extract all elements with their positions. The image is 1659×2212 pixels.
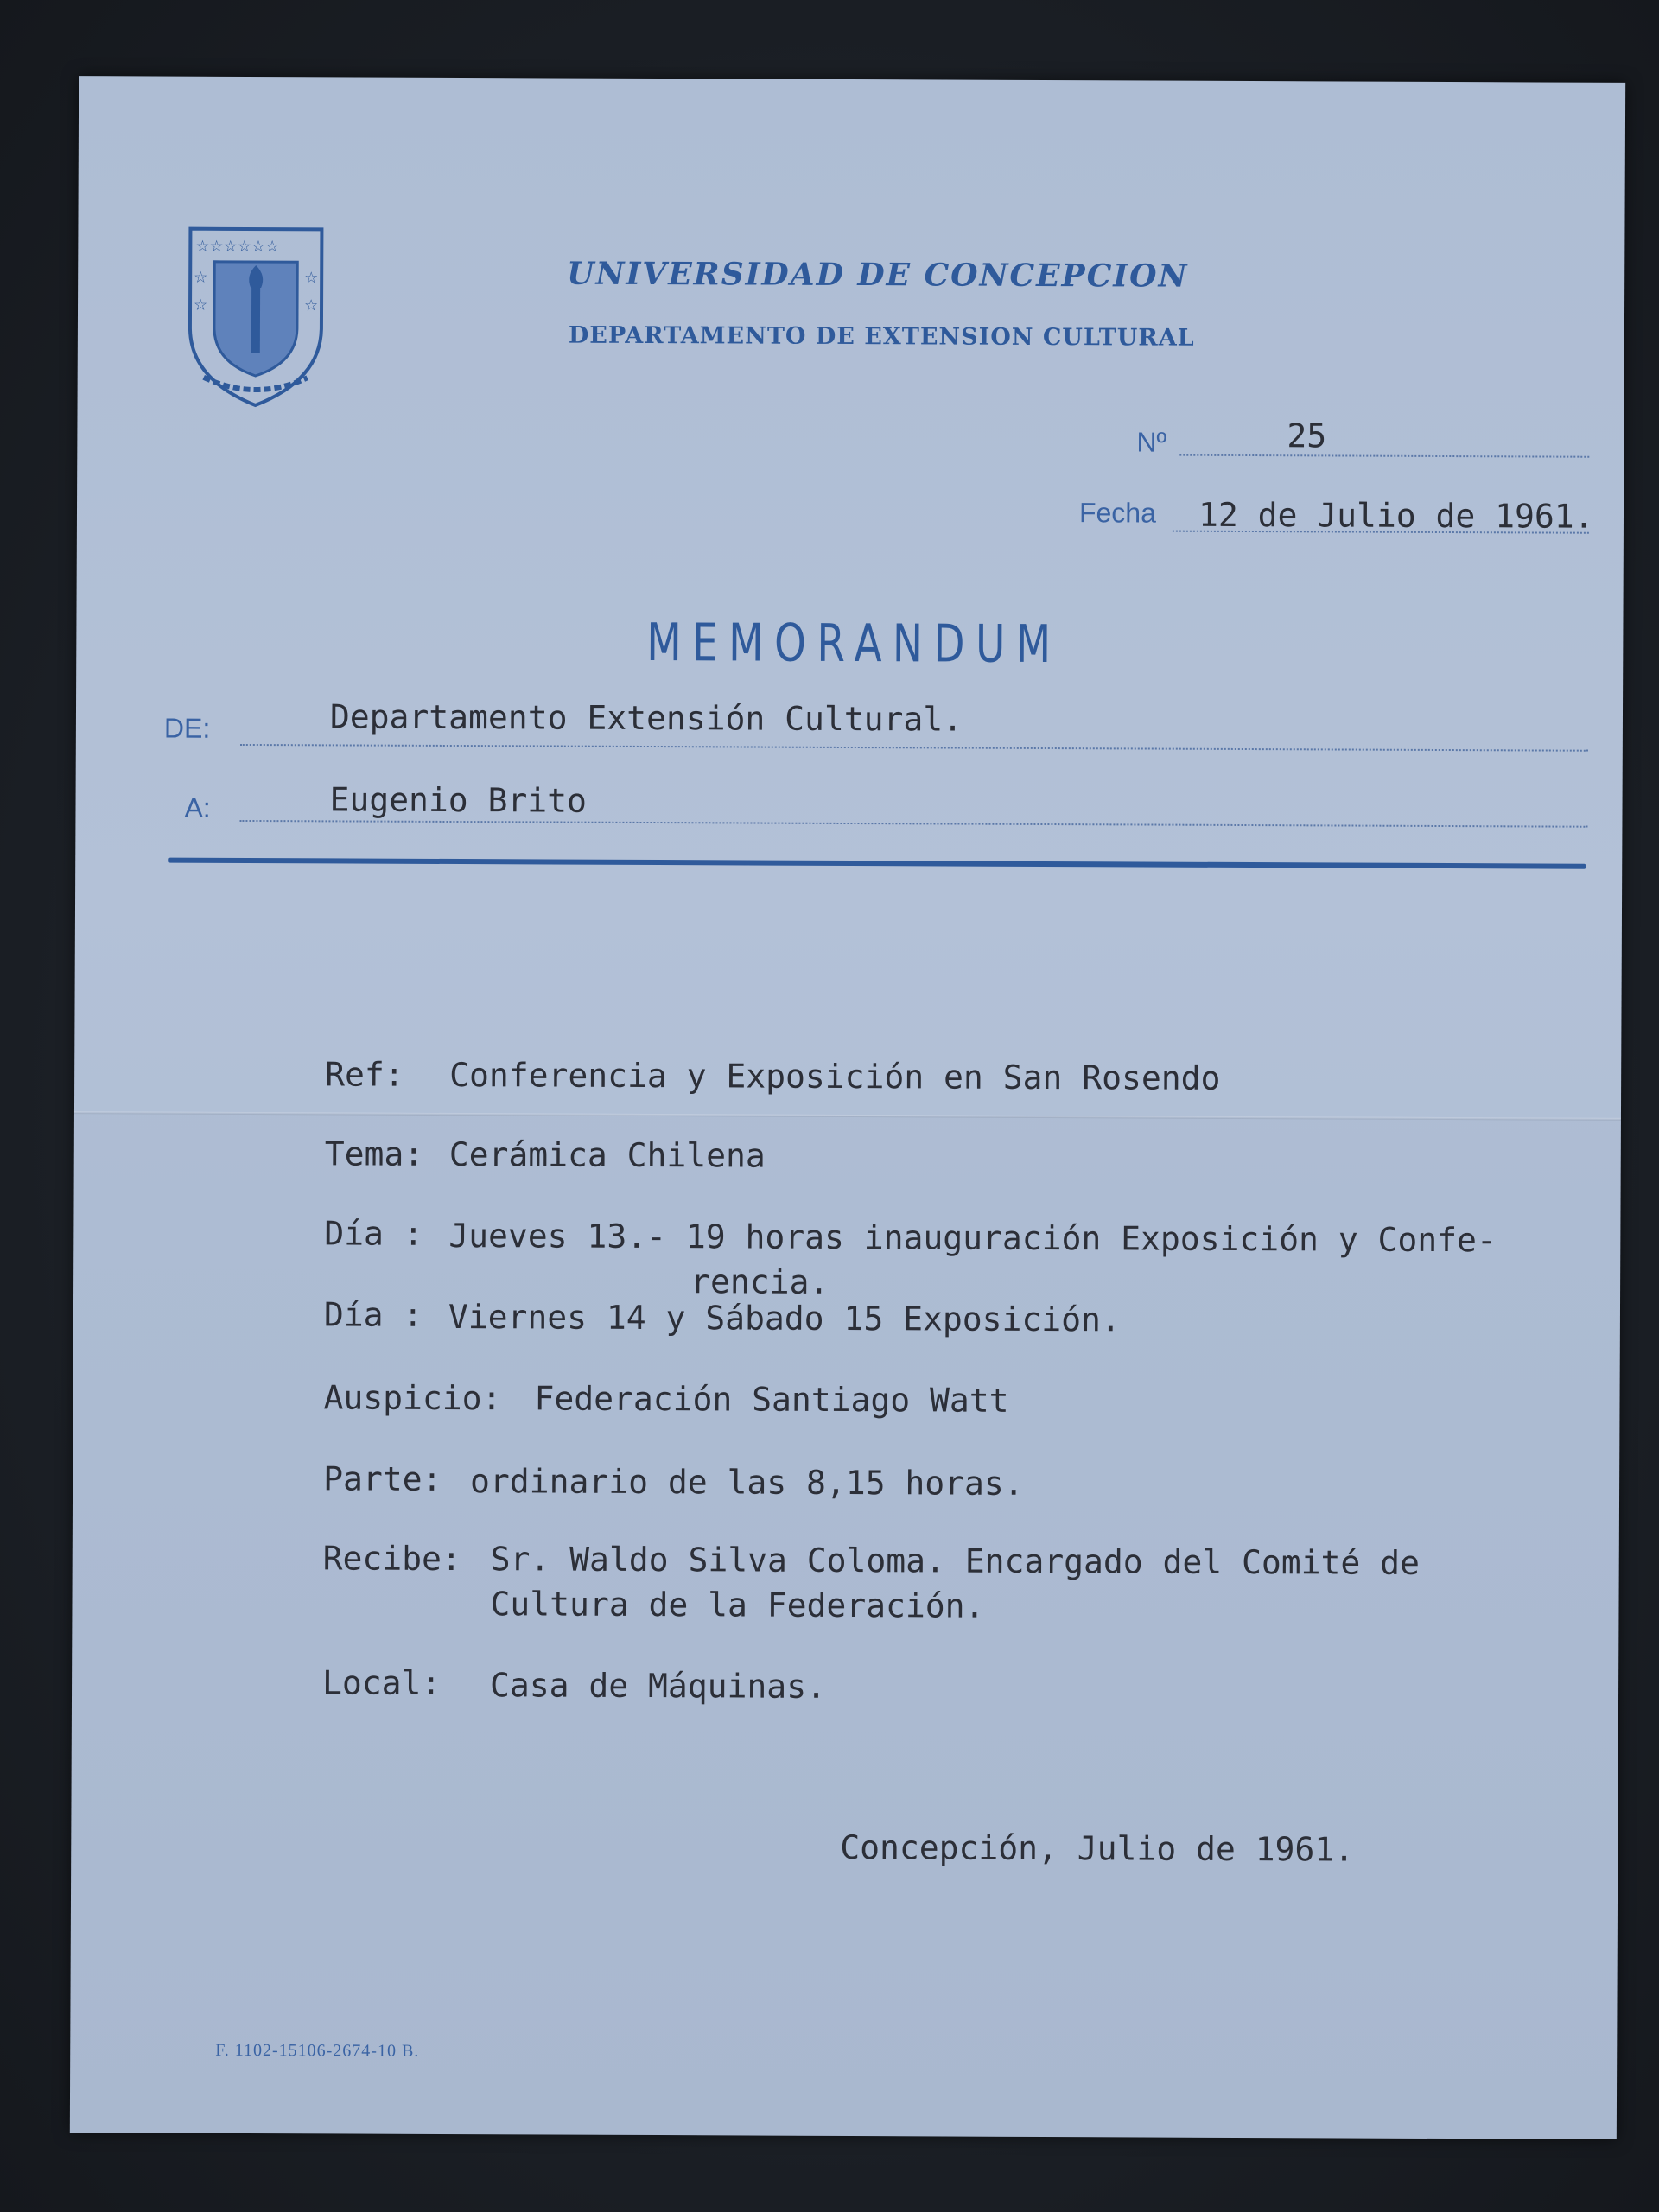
parte-value: ordinario de las 8,15 horas. bbox=[470, 1462, 1024, 1503]
dia-1-value-line2: rencia. bbox=[690, 1262, 830, 1301]
university-crest-icon bbox=[183, 224, 329, 411]
local-label: Local: bbox=[321, 1663, 442, 1702]
date-value: 12 de Julio de 1961. bbox=[1198, 495, 1594, 536]
recibe-value-line2: Cultura de la Federación. bbox=[490, 1585, 985, 1625]
memo-title: MEMORANDUM bbox=[646, 612, 1062, 676]
to-value: Eugenio Brito bbox=[329, 780, 588, 820]
from-value: Departamento Extensión Cultural. bbox=[329, 697, 963, 739]
number-label: Nº bbox=[1136, 426, 1167, 458]
tema-label: Tema: bbox=[324, 1135, 424, 1173]
header-divider-rule bbox=[168, 858, 1586, 869]
dia-2-value: Viernes 14 y Sábado 15 Exposición. bbox=[448, 1297, 1121, 1339]
form-code: F. 1102-15106-2674-10 B. bbox=[215, 2040, 420, 2061]
from-label: DE: bbox=[163, 712, 211, 744]
parte-label: Parte: bbox=[323, 1459, 442, 1498]
date-label: Fecha bbox=[1078, 497, 1157, 529]
university-name: UNIVERSIDAD DE CONCEPCION bbox=[567, 255, 1189, 295]
svg-text:☆: ☆ bbox=[304, 269, 319, 288]
closing-place-date: Concepción, Julio de 1961. bbox=[840, 1827, 1355, 1869]
department-name: DEPARTAMENTO DE EXTENSION CULTURAL bbox=[568, 321, 1195, 352]
number-value: 25 bbox=[1287, 416, 1327, 455]
auspicio-label: Auspicio: bbox=[323, 1378, 502, 1418]
ref-label: Ref: bbox=[325, 1055, 404, 1094]
number-line bbox=[1179, 454, 1589, 458]
tema-value: Cerámica Chilena bbox=[448, 1135, 766, 1175]
from-line bbox=[240, 744, 1588, 752]
ref-value: Conferencia y Exposición en San Rosendo bbox=[449, 1055, 1221, 1097]
svg-text:☆: ☆ bbox=[303, 296, 319, 315]
dia-1-label: Día : bbox=[324, 1214, 423, 1253]
memorandum-sheet bbox=[70, 76, 1625, 2139]
to-line bbox=[239, 820, 1587, 828]
dia-2-label: Día : bbox=[323, 1295, 423, 1334]
svg-text:☆☆☆☆☆☆: ☆☆☆☆☆☆ bbox=[195, 237, 280, 257]
to-label: A: bbox=[184, 791, 211, 823]
local-value: Casa de Máquinas. bbox=[489, 1666, 827, 1706]
auspicio-value: Federación Santiago Watt bbox=[534, 1379, 1009, 1420]
svg-text:☆: ☆ bbox=[193, 296, 208, 315]
dia-1-value-line1: Jueves 13.- 19 horas inauguración Exposición y Confe- bbox=[448, 1216, 1497, 1260]
svg-text:☆: ☆ bbox=[194, 268, 208, 287]
lower-half-shade bbox=[70, 1113, 1621, 2139]
recibe-value-line1: Sr. Waldo Silva Coloma. Encargado del Comité de bbox=[490, 1540, 1421, 1582]
recibe-label: Recibe: bbox=[322, 1539, 461, 1579]
